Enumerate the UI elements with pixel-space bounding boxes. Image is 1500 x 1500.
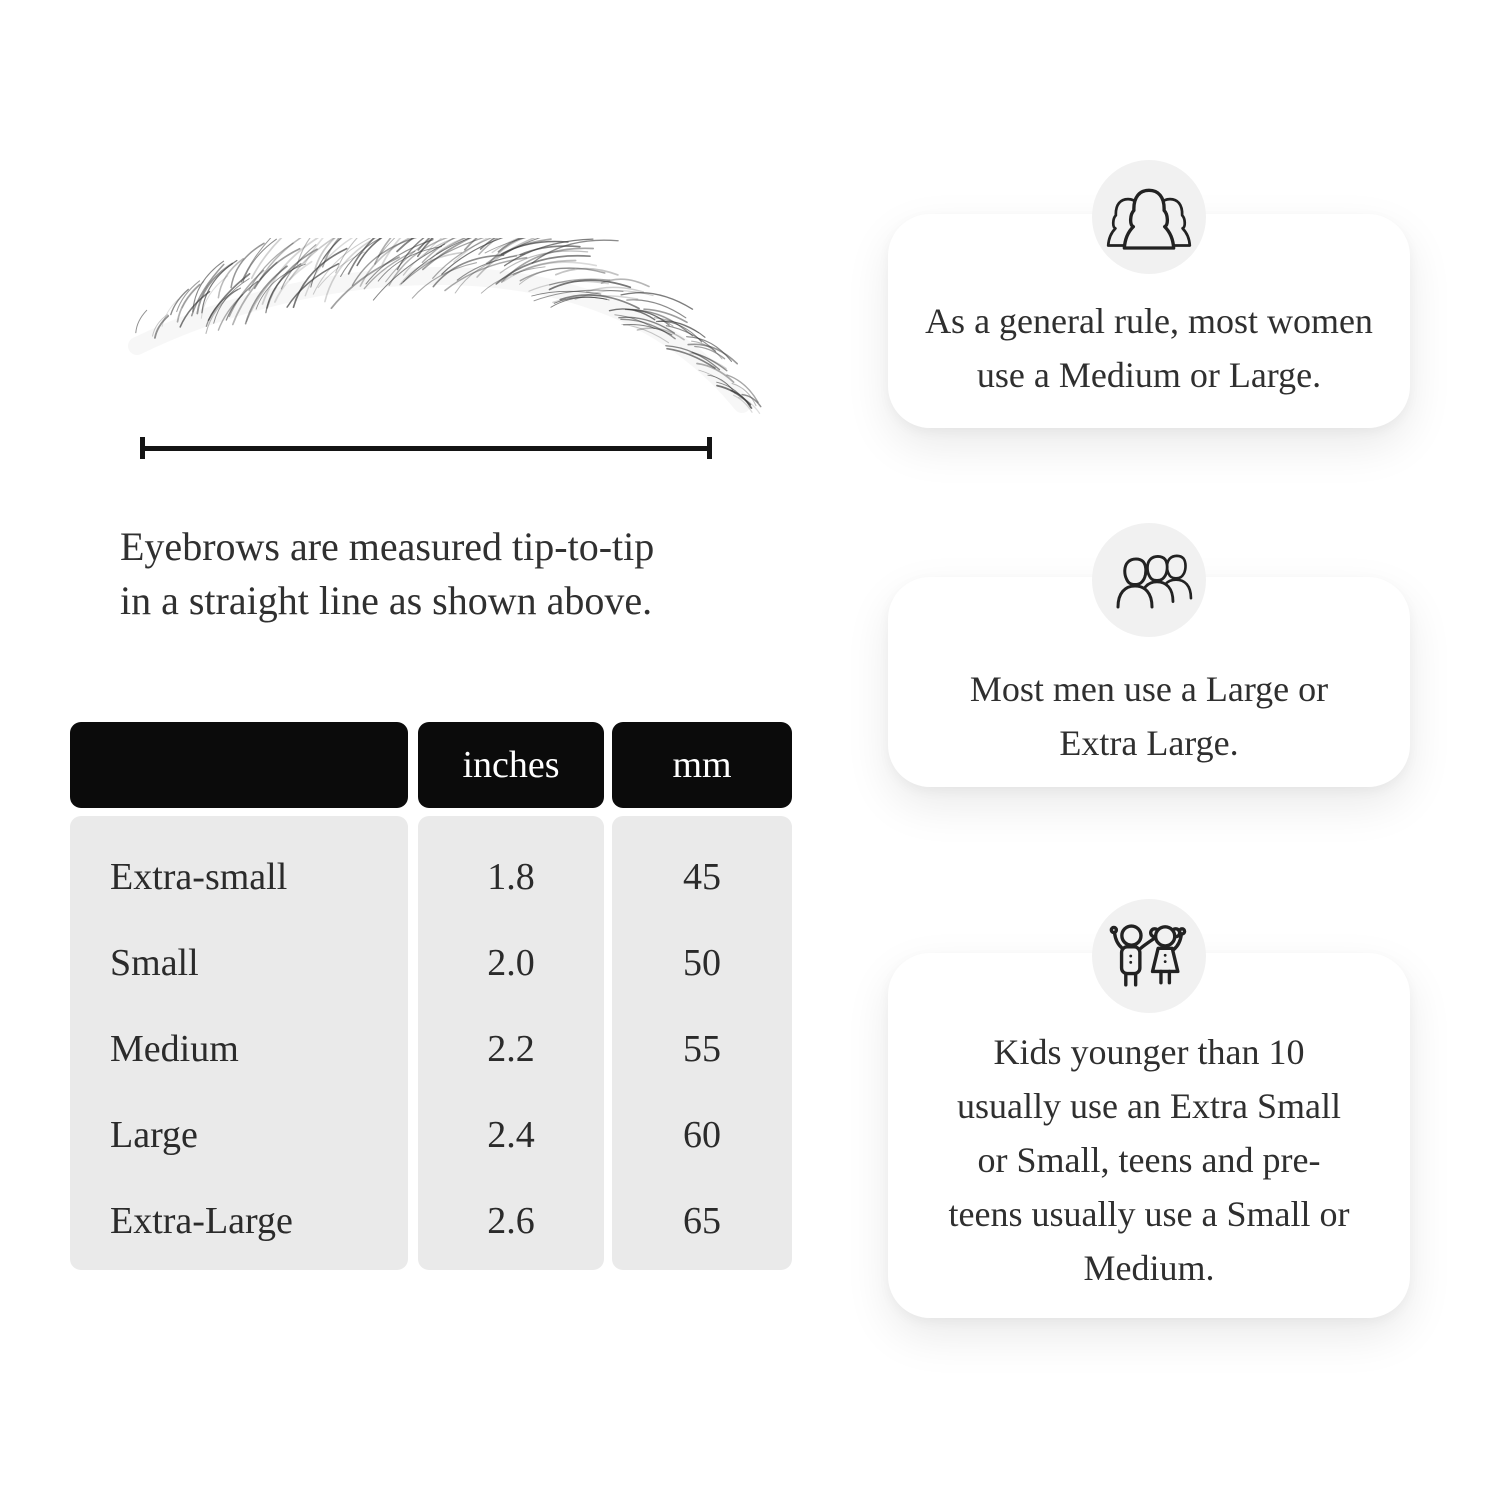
info-card-women — [888, 214, 1410, 428]
table-cell-mm: 65 — [683, 1200, 721, 1242]
table-row-label: Large — [110, 1114, 198, 1156]
size-table-header-mm: mm — [612, 722, 792, 808]
size-table — [70, 722, 792, 1270]
info-card-men — [888, 577, 1410, 787]
size-table-column-names — [70, 722, 408, 1270]
table-cell-inches: 2.4 — [487, 1114, 535, 1156]
size-table-column-inches — [418, 722, 604, 1270]
eyebrow-illustration — [112, 238, 768, 433]
table-row-label: Extra-small — [110, 856, 288, 898]
table-cell-mm: 50 — [683, 942, 721, 984]
table-cell-inches: 2.6 — [487, 1200, 535, 1242]
size-table-body-mm — [612, 816, 792, 1270]
icon-circle — [1092, 160, 1206, 274]
table-cell-inches: 2.0 — [487, 942, 535, 984]
table-cell-mm: 55 — [683, 1028, 721, 1070]
table-cell-mm: 45 — [683, 856, 721, 898]
figure-caption-line2: in a straight line as shown above. — [120, 578, 653, 623]
figure-caption — [120, 520, 768, 628]
table-row-label: Small — [110, 942, 199, 984]
table-row-label: Extra-Large — [110, 1200, 293, 1242]
eyebrow-drawing — [112, 238, 768, 433]
icon-circle — [1092, 523, 1206, 637]
children-icon — [1104, 916, 1194, 996]
size-table-column-mm — [612, 722, 792, 1270]
info-card-text: As a general rule, most women use a Medium or Large. — [925, 301, 1373, 395]
size-table-body-names — [70, 816, 408, 1270]
table-cell-inches: 1.8 — [487, 856, 535, 898]
icon-circle — [1092, 899, 1206, 1013]
size-table-body-inches — [418, 816, 604, 1270]
info-card-text: Kids younger than 10 usually use an Extra Small or Small, teens and pre-teens usually use a Small or Medium. — [948, 1032, 1350, 1288]
measurement-line — [140, 437, 712, 459]
size-table-header-blank — [70, 722, 408, 808]
size-table-header-inches: inches — [418, 722, 604, 808]
table-row-label: Medium — [110, 1028, 239, 1070]
men-group-icon — [1101, 544, 1197, 616]
info-card-kids — [888, 953, 1410, 1318]
table-cell-mm: 60 — [683, 1114, 721, 1156]
table-cell-inches: 2.2 — [487, 1028, 535, 1070]
women-group-icon — [1101, 181, 1197, 253]
info-card-text: Most men use a Large or Extra Large. — [969, 669, 1329, 763]
figure-caption-line1: Eyebrows are measured tip-to-tip — [120, 524, 655, 569]
